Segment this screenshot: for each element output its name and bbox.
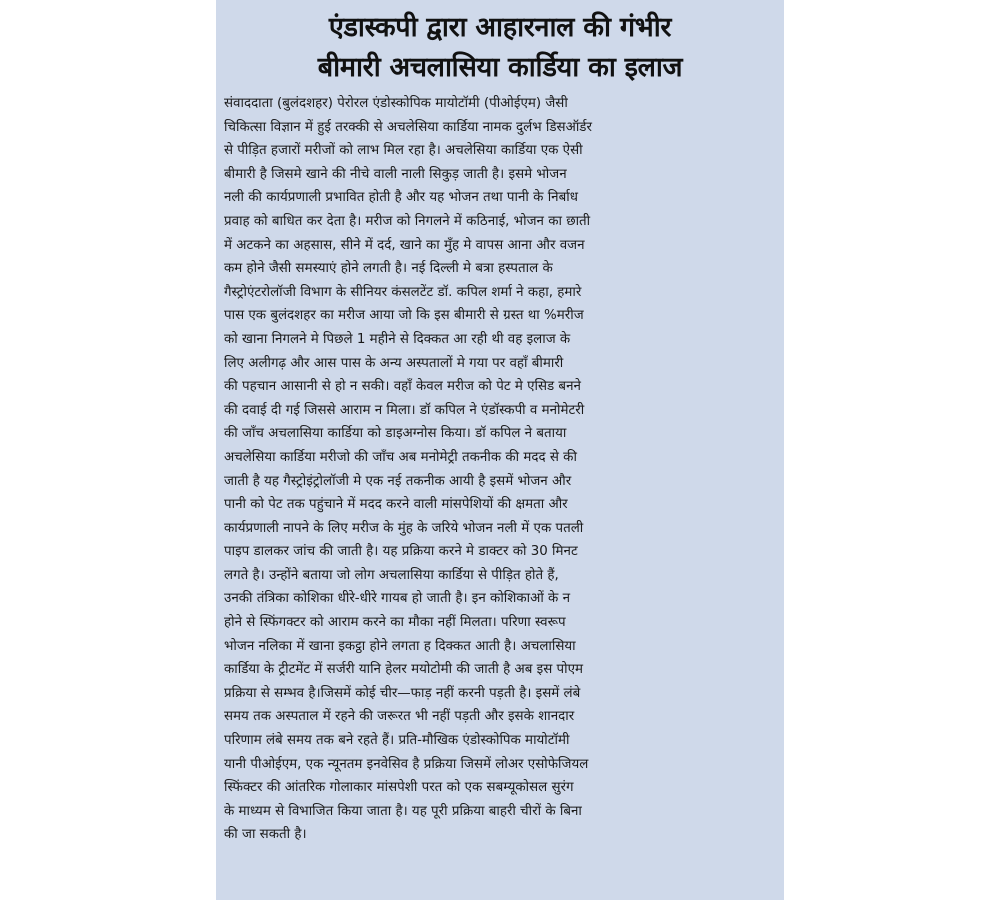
body-line: पाइप डालकर जांच की जाती है। यह प्रक्रिया करने मे डाक्टर को 30 मिनट — [224, 544, 578, 560]
body-line: स्फिंक्टर की आंतरिक गोलाकार मांसपेशी परत को एक सबम्यूकोसल सुरंग — [224, 780, 574, 796]
body-line: समय तक अस्पताल में रहने की जरूरत भी नहीं पड़ती और इसके शानदार — [224, 709, 575, 725]
body-line: उनकी तंत्रिका कोशिका धीरे-धीरे गायब हो जाती है। इन कोशिकाओं के न — [224, 591, 571, 607]
newspaper-clipping — [216, 0, 784, 900]
body-line: की जाँच अचलासिया कार्डिया को डाइअग्नोस किया। डॉ कपिल ने बताया — [224, 426, 567, 442]
body-line: के माध्यम से विभाजित किया जाता है। यह पूरी प्रक्रिया बाहरी चीरों के बिना — [224, 803, 582, 819]
body-line: बीमारी है जिसमे खाने की नीचे वाली नाली सिकुड़ जाती है। इसमे भोजन — [224, 166, 567, 182]
headline-line-1: एंडास्कपी द्वारा आहारनाल की गंभीर — [328, 12, 672, 43]
body-line: की जा सकती है। — [224, 827, 307, 843]
body-line: लगते है। उन्होंने बताया जो लोग अचलासिया कार्डिया से पीड़ित होते हैं, — [224, 567, 559, 583]
article-body — [216, 88, 784, 847]
body-line: होने से स्फिंगक्टर को आराम करने का मौका नहीं मिलता। परिणा स्वरूप — [224, 615, 566, 631]
body-line: गैस्ट्रोएंटरोलॉजी विभाग के सीनियर कंसलटेंट डॉ. कपिल शर्मा ने कहा, हमारे — [224, 284, 582, 300]
body-line: जाती है यह गैस्ट्रोइंट्रोलॉजी मे एक नई तकनीक आयी है इसमें भोजन और — [224, 473, 572, 489]
body-line: पानी को पेट तक पहुंचाने में मदद करने वाली मांसपेशियों की क्षमता और — [224, 497, 568, 513]
body-line: भोजन नलिका में खाना इकट्ठा होने लगता ह दिक्कत आती है। अचलासिया — [224, 638, 576, 654]
body-line: यानी पीओईएम, एक न्यूनतम इनवेसिव है प्रक्रिया जिसमें लोअर एसोफेजियल — [224, 756, 589, 772]
body-line: को खाना निगलने मे पिछले 1 महीने से दिक्कत आ रही थी वह इलाज के — [224, 331, 571, 347]
body-line: पास एक बुलंदशहर का मरीज आया जो कि इस बीमारी से ग्रस्त था %मरीज — [224, 308, 584, 324]
body-line: नली की कार्यप्रणाली प्रभावित होती है और यह भोजन तथा पानी के निर्बाध — [224, 190, 578, 206]
article-headline — [216, 0, 784, 88]
body-line: परिणाम लंबे समय तक बने रहते हैं। प्रति-मौखिक एंडोस्कोपिक मायोटॉमी — [224, 733, 570, 749]
body-line: लिए अलीगढ़ और आस पास के अन्य अस्पतालों मे गया पर वहाँ बीमारी — [224, 355, 564, 371]
headline-line-2: बीमारी अचलासिया कार्डिया का इलाज — [317, 52, 683, 83]
body-line: कार्डिया के ट्रीटमेंट में सर्जरी यानि हेलर मयोटोमी की जाती है अब इस पोएम — [224, 662, 583, 678]
body-line: से पीड़ित हजारों मरीजों को लाभ मिल रहा है। अचलेसिया कार्डिया एक ऐसी — [224, 143, 583, 159]
body-line: की पहचान आसानी से हो न सकी। वहाँ केवल मरीज को पेट मे एसिड बनने — [224, 379, 581, 395]
body-line: प्रक्रिया से सम्भव है।जिसमें कोई चीर—फाड़ नहीं करनी पड़ती है। इसमें लंबे — [224, 685, 581, 701]
body-line: संवाददाता (बुलंदशहर) पेरोरल एंडोस्कोपिक मायोटॉमी (पीओईएम) जैसी — [224, 96, 568, 111]
body-line: अचलेसिया कार्डिया मरीजो की जाँच अब मनोमेट्री तकनीक की मदद से की — [224, 449, 577, 465]
body-line: में अटकने का अहसास, सीने में दर्द, खाने का मुँह मे वापस आना और वजन — [224, 237, 585, 253]
body-line: चिकित्सा विज्ञान में हुई तरक्की से अचलेसिया कार्डिया नामक दुर्लभ डिसऑर्डर — [224, 119, 592, 135]
body-line: कम होने जैसी समस्याएं होने लगती है। नई दिल्ली मे बत्रा हस्पताल के — [224, 261, 553, 277]
body-line: की दवाई दी गई जिससे आराम न मिला। डॉ कपिल ने एंडॉस्कपी व मनोमेटरी — [224, 402, 585, 418]
body-line: प्रवाह को बाधित कर देता है। मरीज को निगलने में कठिनाई, भोजन का छाती — [224, 213, 591, 229]
body-line: कार्यप्रणाली नापने के लिए मरीज के मुंह के जरिये भोजन नली में एक पतली — [224, 520, 584, 536]
